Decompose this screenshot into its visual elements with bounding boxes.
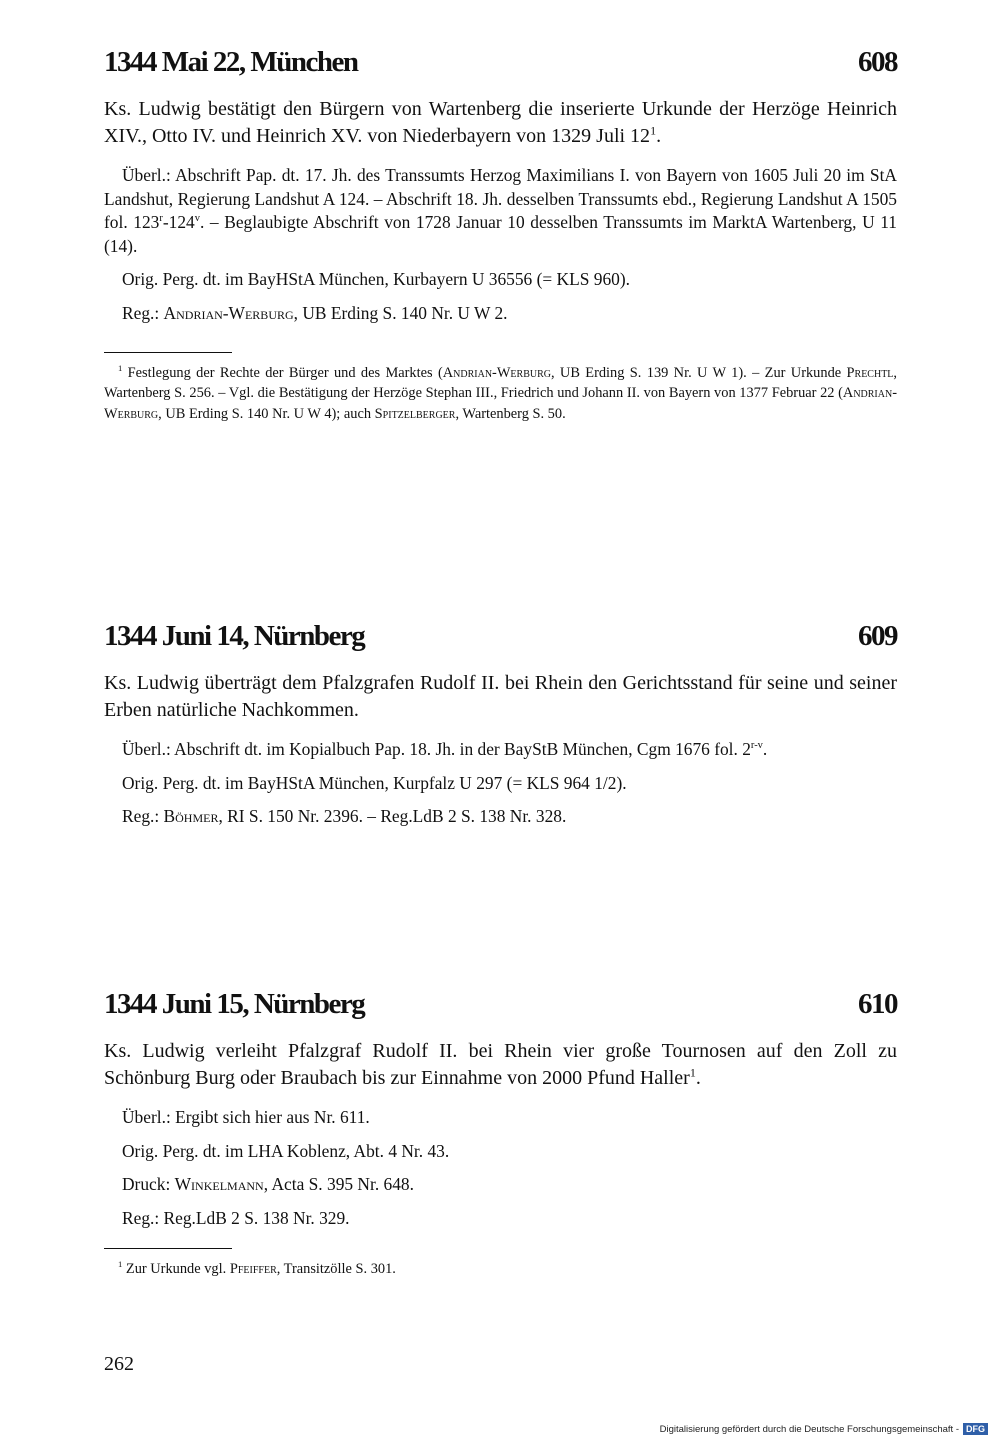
footnote-rule [104,1248,232,1249]
entry-610 [104,986,897,1280]
author-name: Böhmer [163,806,219,827]
author-name: Winkelmann [174,1174,264,1195]
entry-date-place: 1344 Juni 14, Nürnberg [104,620,365,652]
regest-note: Reg.: Böhmer, RI S. 150 Nr. 2396. – Reg.LdB 2 S. 138 Nr. 328. [122,806,567,827]
entry-date-place: 1344 Juni 15, Nürnberg [104,988,365,1020]
entry-number: 608 [858,46,897,78]
entry-heading [104,618,897,654]
credit-text: Digitalisierung gefördert durch die Deutsche Forschungsgemeinschaft - [659,1423,959,1435]
transmission-note: Überl.: Abschrift Pap. dt. 17. Jh. des Transsumts Herzog Maximilians I. von Bayern von 1605 Juli 20 im StA Landshut, Regierung Landshut A 124. – Abschrift 18. Jh. desselben Transsumts ebd., Regierung Landshut A 1505 fol. 123$^r$-124$^v$. – Beglaubigte Abschrift von 1728 Januar 10 desselben Transsumts im MarktA Wartenberg, U 11 (14). [104,165,897,256]
footnote: $^1$ Festlegung der Rechte der Bürger und des Marktes (Andrian-Werburg, UB Erding S. 139 Nr. U W 1). – Zur Urkunde Prechtl, Wartenberg S. 256. – Vgl. die Bestätigung der Herzöge Stephan III., Friedrich und Johann II. von Bayern von 1377 Februar 22 (Andrian-Werburg, UB Erding S. 140 Nr. U W 4); auch Spitzelberger, Wartenberg S. 50. [104,362,898,423]
entry-609 [104,618,897,839]
original-note: Orig. Perg. dt. im BayHStA München, Kurbayern U 36556 (= KLS 960). [122,269,630,290]
entry-heading [104,986,897,1022]
funding-credit [660,1423,988,1435]
footnote-ref: 1 [689,1065,696,1080]
footnote: $^1$ Zur Urkunde vgl. Pfeiffer, Transitzölle S. 301. [118,1259,396,1278]
transmission-note: Überl.: Ergibt sich hier aus Nr. 611. [122,1107,370,1127]
regest-note: Reg.: Andrian-Werburg, UB Erding S. 140 Nr. U W 2. [122,302,508,323]
footnote-ref: 1 [650,123,657,138]
footnote-rule [104,352,232,353]
original-note: Orig. Perg. dt. im BayHStA München, Kurpfalz U 297 (= KLS 964 1/2). [122,772,627,793]
page-number: 262 [104,1353,134,1375]
entry-summary: Ks. Ludwig überträgt dem Pfalzgrafen Rudolf II. bei Rhein den Gerichtsstand für seine und seiner Erben natürliche Nachkommen. [104,672,897,721]
print-note: Druck: Winkelmann, Acta S. 395 Nr. 648. [122,1174,414,1195]
entry-date-place: 1344 Mai 22, München [104,46,358,78]
transmission-note: Überl.: Abschrift dt. im Kopialbuch Pap. 18. Jh. in der BayStB München, Cgm 1676 fol. 2$^{r-v}$. [122,739,768,759]
entry-summary: Ks. Ludwig verleiht Pfalzgraf Rudolf II. bei Rhein vier große Tournosen auf den Zoll zu Schönburg Burg oder Braubach bis zur Einnahme von 2000 Pfund Haller$^1$. [104,1040,897,1089]
original-note: Orig. Perg. dt. im LHA Koblenz, Abt. 4 Nr. 43. [122,1140,450,1161]
entry-608 [104,44,897,425]
author-name: Andrian-Werburg [163,302,294,323]
entry-heading [104,44,897,80]
entry-number: 610 [858,988,897,1020]
entry-summary: Ks. Ludwig bestätigt den Bürgern von Wartenberg die inserierte Urkunde der Herzöge Heinrich XIV., Otto IV. und Heinrich XV. von Niederbayern von 1329 Juli $12^1$. [104,98,897,147]
dfg-logo-icon: DFG [963,1423,988,1435]
entry-number: 609 [858,620,897,652]
regest-note: Reg.: Reg.LdB 2 S. 138 Nr. 329. [122,1207,350,1228]
